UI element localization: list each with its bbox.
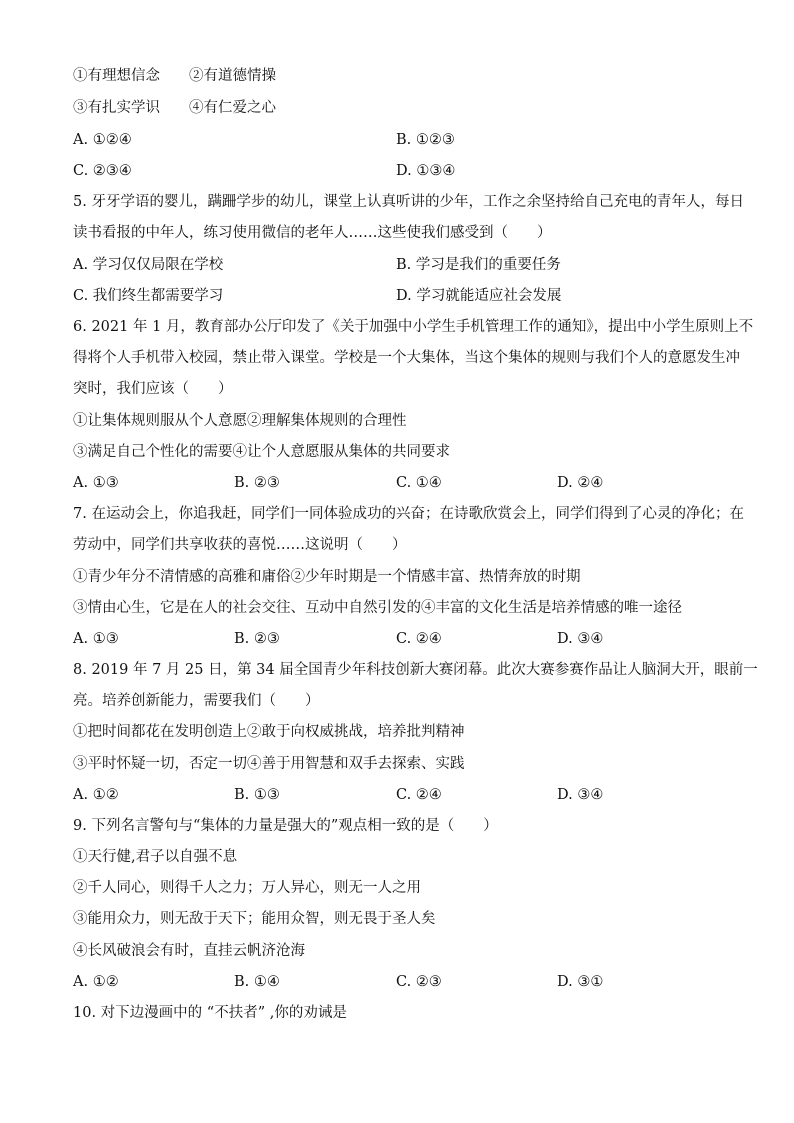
q7-statement-1: ①青少年分不清情感的高雅和庸俗②少年时期是一个情感丰富、热情奔放的时期 — [73, 569, 581, 585]
q10-stem-line1: 10. 对下边漫画中的 “不扶者” ,你的劝诫是 — [73, 1005, 347, 1021]
q7-statement-2: ③情由心生，它是在人的社会交往、互动中自然引发的④丰富的文化生活是培养情感的唯一途径 — [73, 600, 682, 616]
q4-option-a: A. ①②④ — [73, 132, 132, 148]
q9-statement-3: ③能用众力，则无敌于天下；能用众智，则无畏于圣人矣 — [73, 911, 436, 927]
q4-statement-row2: ③有扎实学识 ④有仁爱之心 — [73, 100, 276, 116]
q8-option-a: A. ①② — [73, 787, 119, 803]
q9-option-d: D. ③① — [557, 974, 604, 990]
q8-statement-1: ①把时间都花在发明创造上②敢于向权威挑战，培养批判精神 — [73, 724, 465, 740]
q9-option-c: C. ②③ — [396, 974, 442, 990]
q9-option-a: A. ①② — [73, 974, 119, 990]
q6-option-c: C. ①④ — [396, 475, 442, 491]
q6-option-a: A. ①③ — [73, 475, 119, 491]
q6-statement-1: ①让集体规则服从个人意愿②理解集体规则的合理性 — [73, 413, 407, 429]
q7-option-b: B. ②③ — [234, 631, 280, 647]
q8-option-d: D. ③④ — [557, 787, 604, 803]
q9-statement-2: ②千人同心，则得千人之力；万人异心，则无一人之用 — [73, 880, 421, 896]
q8-stem-line2: 亮。培养创新能力，需要我们（ ） — [73, 693, 320, 709]
q6-stem-line1: 6. 2021 年 1 月，教育部办公厅印发了《关于加强中小学生手机管理工作的通知》，提出中小学生原则上不 — [73, 319, 754, 335]
q7-option-a: A. ①③ — [73, 631, 119, 647]
q5-stem-line2: 读书看报的中年人，练习使用微信的老年人……这些使我们感受到（ ） — [73, 225, 552, 241]
q4-statement-row1: ①有理想信念 ②有道德情操 — [73, 68, 276, 84]
q8-option-c: C. ②④ — [396, 787, 442, 803]
q8-statement-2: ③平时怀疑一切，否定一切④善于用智慧和双手去探索、实践 — [73, 756, 465, 772]
q7-option-c: C. ②④ — [396, 631, 442, 647]
q4-option-d: D. ①③④ — [396, 163, 456, 179]
q7-stem-line1: 7. 在运动会上，你追我赶，同学们一同体验成功的兴奋；在诗歌欣赏会上，同学们得到了心灵的净化；在 — [73, 506, 744, 522]
q4-option-c: C. ②③④ — [73, 163, 132, 179]
q5-option-b: B. 学习是我们的重要任务 — [396, 257, 561, 273]
q9-statement-1: ①天行健,君子以自强不息 — [73, 849, 238, 865]
q5-stem-line1: 5. 牙牙学语的婴儿，蹒跚学步的幼儿，课堂上认真听讲的少年，工作之余坚持给自己充电的青年人，每日 — [73, 194, 744, 210]
q7-stem-line2: 劳动中，同学们共享收获的喜悦……这说明（ ） — [73, 537, 407, 553]
q4-option-b: B. ①②③ — [396, 132, 455, 148]
q6-statement-2: ③满足自己个性化的需要④让个人意愿服从集体的共同要求 — [73, 444, 450, 460]
q6-stem-line2: 得将个人手机带入校园，禁止带入课堂。学校是一个大集体，当这个集体的规则与我们个人的意愿发生冲 — [73, 350, 740, 366]
q9-statement-4: ④长风破浪会有时，直挂云帆济沧海 — [73, 943, 305, 959]
q5-option-d: D. 学习就能适应社会发展 — [396, 288, 562, 304]
q6-stem-line3: 突时，我们应该（ ） — [73, 381, 233, 397]
q5-option-a: A. 学习仅仅局限在学校 — [73, 257, 224, 273]
q8-option-b: B. ①③ — [234, 787, 280, 803]
q6-option-d: D. ②④ — [557, 475, 604, 491]
q5-option-c: C. 我们终生都需要学习 — [73, 288, 224, 304]
q8-stem-line1: 8. 2019 年 7 月 25 日，第 34 届全国青少年科技创新大赛闭幕。此次大赛参赛作品让人脑洞大开，眼前一 — [73, 662, 758, 678]
q9-option-b: B. ①④ — [234, 974, 280, 990]
q6-option-b: B. ②③ — [234, 475, 280, 491]
q7-option-d: D. ③④ — [557, 631, 604, 647]
q9-stem-line1: 9. 下列名言警句与“集体的力量是强大的”观点相一致的是（ ） — [73, 818, 498, 834]
